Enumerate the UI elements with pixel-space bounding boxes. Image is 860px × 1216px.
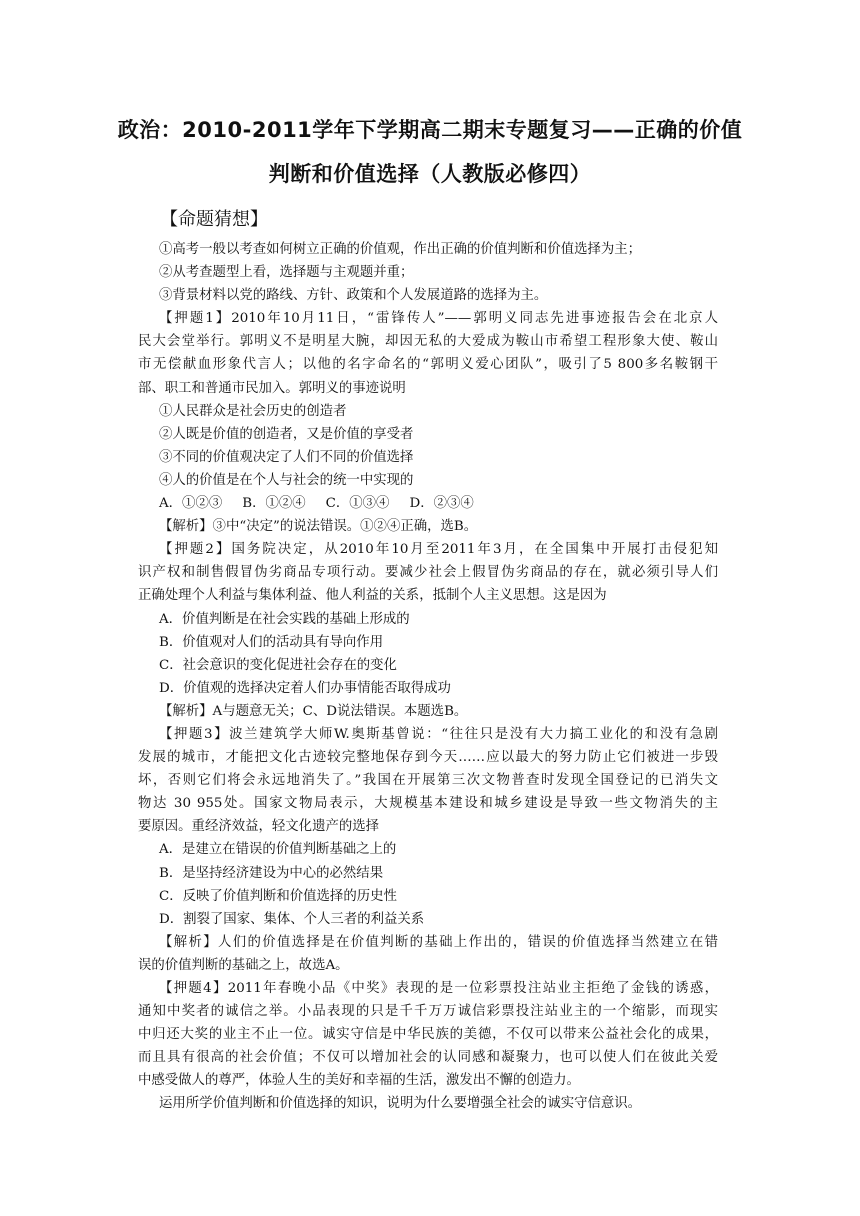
- question-1-analysis: 【解析】③中“决定”的说法错误。①②④正确，选B。: [159, 519, 478, 535]
- question-3-stem: 【押题3】波兰建筑学大师W.奥斯基曾说：“往往只是没有大力搞工业化的和没有急剧: [159, 726, 718, 742]
- guess-item: ①高考一般以考查如何树立正确的价值观，作出正确的价值判断和价值选择为主；: [159, 242, 642, 257]
- question-4-stem: 而且具有很高的社会价值；不仅可以增加社会的认同感和凝聚力，也可以使人们在彼此关爱: [138, 1050, 718, 1066]
- question-1-options: [138, 492, 718, 515]
- question-2-stem: 正确处理个人利益与集体利益、他人利益的关系，抵制个人主义思想。这是因为: [138, 588, 607, 604]
- question-3-option: A．是建立在错误的价值判断基础之上的: [159, 842, 397, 858]
- question-1-option: D．②③④: [409, 496, 474, 512]
- question-2-stem: 识产权和制售假冒伪劣商品专项行动。要减少社会上假冒伪劣商品的存在，就必须引导人们: [138, 565, 718, 581]
- question-4-stem: 中归还大奖的业主不止一位。诚实守信是中华民族的美德，不仅可以带来公益社会化的成果，: [138, 1027, 718, 1043]
- question-4-stem: 通知中奖者的诚信之举。小品表现的只是千千万万诚信彩票投注站业主的一个缩影，而现实: [138, 1004, 718, 1020]
- question-1-stem: 部、职工和普通市民加入。郭明义的事迹说明: [138, 380, 406, 396]
- question-4-stem: 【押题4】2011年春晚小品《中奖》表现的是一位彩票投注站业主拒绝了金钱的诱惑，: [159, 981, 718, 996]
- question-3-stem: 发展的城市，才能把文化古迹较完整地保存到今天……应以最大的努力防止它们被进一步毁: [138, 750, 718, 766]
- question-3-stem: 要原因。重经济效益，轻文化遗产的选择: [138, 819, 380, 835]
- question-2-option: D．价值观的选择决定着人们办事情能否取得成功: [159, 680, 451, 696]
- question-4-stem: 中感受做人的尊严，体验人生的美好和幸福的生活，激发出不懈的创造力。: [138, 1073, 580, 1089]
- question-1-stem: 【押题1】2010年10月11日，“雷锋传人”——郭明义同志先进事迹报告会在北京人: [159, 311, 718, 327]
- question-1-stem: 市无偿献血形象代言人；以他的名字命名的“郭明义爱心团队”，吸引了5 800多名鞍钢干: [138, 357, 718, 373]
- question-2-stem: 【押题2】国务院决定，从2010年10月至2011年3月，在全国集中开展打击侵犯知: [159, 542, 718, 558]
- question-1-statement: ③不同的价值观决定了人们不同的价值选择: [159, 449, 414, 465]
- question-1-option: C．①③④: [325, 496, 390, 512]
- document-body: [138, 238, 718, 1116]
- question-1-statement: ②人既是价值的创造者，又是价值的享受者: [159, 426, 414, 442]
- question-2-analysis: 【解析】A与题意无关；C、D说法错误。本题选B。: [159, 703, 468, 719]
- question-1-option: B．①②④: [242, 496, 306, 512]
- question-3-analysis: 误的价值判断的基础之上，故选A。: [138, 957, 349, 973]
- question-3-analysis: 【解析】人们的价值选择是在价值判断的基础上作出的，错误的价值选择当然建立在错: [159, 934, 718, 950]
- guess-item: ③背景材料以党的路线、方针、政策和个人发展道路的选择为主。: [159, 288, 548, 304]
- question-2-option: B．价值观对人们的活动具有导向作用: [159, 634, 384, 650]
- document-title-line-1: 政治：2010-2011学年下学期高二期末专题复习——正确的价值: [117, 118, 743, 142]
- question-3-option: B．是坚持经济建设为中心的必然结果: [159, 865, 384, 881]
- question-3-option: C．反映了价值判断和价值选择的历史性: [159, 888, 397, 904]
- question-1-stem: 民大会堂举行。郭明义不是明星大腕，却因无私的大爱成为鞍山市希望工程形象大使、鞍山: [138, 334, 718, 350]
- document-title-line-2: 判断和价值选择（人教版必修四）: [268, 162, 592, 186]
- question-1-statement: ④人的价值是在个人与社会的统一中实现的: [159, 472, 414, 488]
- question-1-option: A．①②③: [159, 496, 223, 512]
- question-3-stem: 物达 30 955处。国家文物局表示，大规模基本建设和城乡建设是导致一些文物消失的主: [138, 796, 718, 812]
- guess-item: ②从考查题型上看，选择题与主观题并重；: [159, 265, 414, 281]
- question-2-option: C．社会意识的变化促进社会存在的变化: [159, 657, 397, 673]
- question-1-statement: ①人民群众是社会历史的创造者: [159, 403, 347, 419]
- question-2-option: A．价值判断是在社会实践的基础上形成的: [159, 611, 410, 627]
- section-heading: 【命题猜想】: [160, 209, 268, 230]
- question-3-stem: 坏，否则它们将会永远地消失了。”我国在开展第三次文物普查时发现全国登记的已消失文: [138, 773, 718, 789]
- question-3-option: D．割裂了国家、集体、个人三者的利益关系: [159, 911, 425, 927]
- question-4-prompt: 运用所学价值判断和价值选择的知识，说明为什么要增强全社会的诚实守信意识。: [159, 1096, 642, 1112]
